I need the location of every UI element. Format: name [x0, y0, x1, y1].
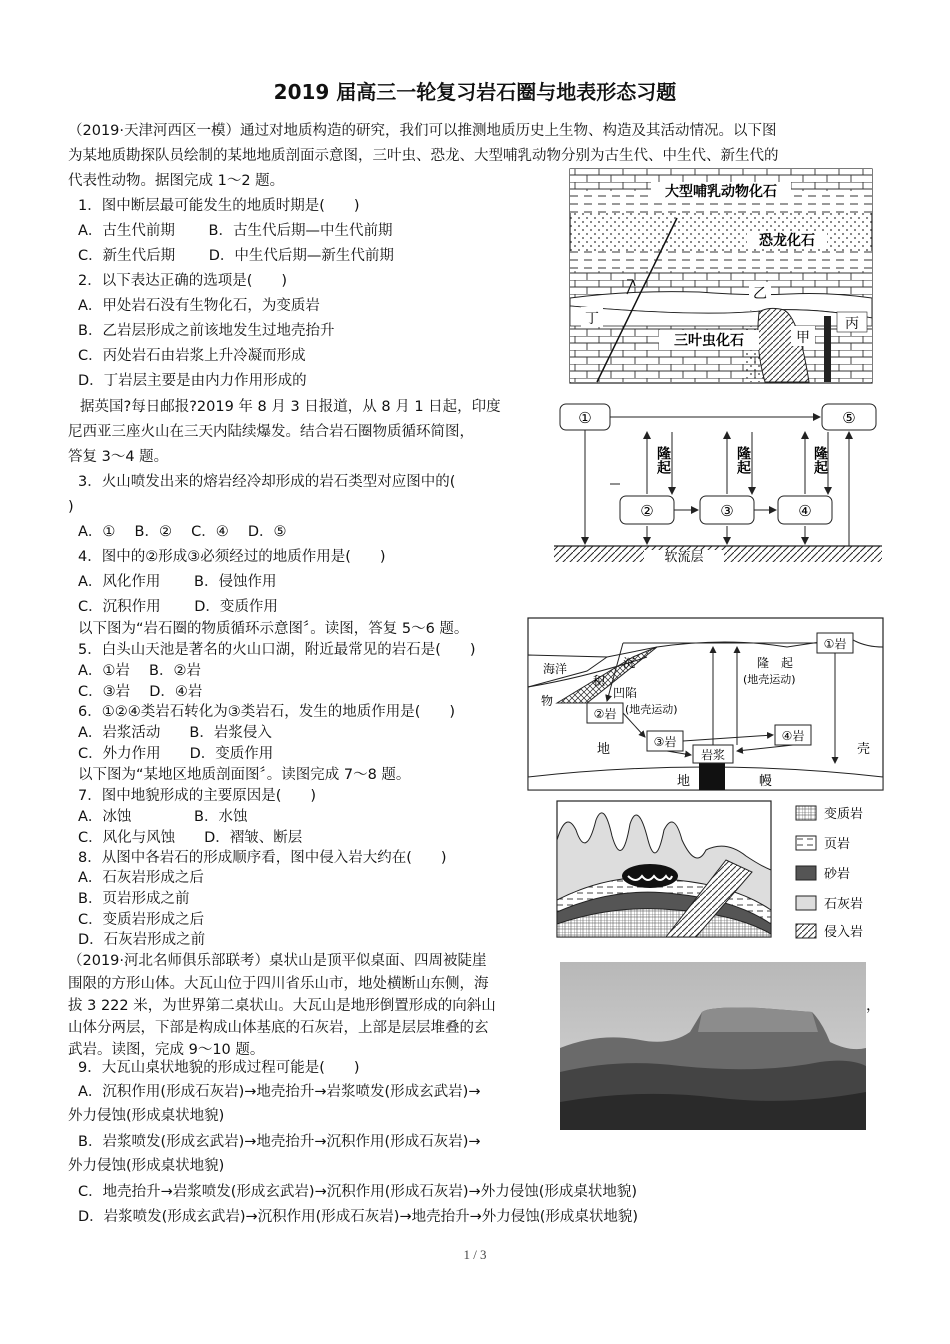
rock-bing-label: 丙 — [845, 316, 859, 332]
rock-jia-label: 甲 — [796, 330, 810, 346]
rock-cycle-figure — [552, 398, 884, 568]
crust-label-left: 地 — [597, 742, 611, 757]
layer-yi-label: 乙 — [753, 286, 767, 302]
rock-1-box: ①岩 — [823, 637, 847, 651]
q1-options-cd: C．新生代后期 D．中生代后期—新生代前期 — [78, 248, 394, 264]
table-mountain-photo — [560, 962, 866, 1130]
intro5-line2: 围限的方形山体。大瓦山位于四川省乐山市，地处横断山东侧，海 — [68, 976, 489, 992]
intro1-line3: 代表性动物。据图完成 1～2 题。 — [68, 173, 285, 189]
q6-options-cd: C．外力作用 D．变质作用 — [78, 746, 274, 762]
intro2-line2: 尼西亚三座火山在三天内陆续爆发。结合岩石圈物质循环简图， — [68, 424, 474, 440]
intro5-line4: 山体分两层，下部是构成山体基底的石灰岩，上部是层层堆叠的玄 — [68, 1020, 489, 1036]
sediment-label-2: 积 — [593, 674, 606, 688]
ocean-label: 海洋 — [543, 662, 568, 676]
intro4: 以下图为“某地区地质剖面图〞。读图完成 7～8 题。 — [78, 767, 411, 783]
sediment-label-1: 沉 — [623, 656, 636, 670]
rock-2-box: ②岩 — [593, 707, 617, 721]
q2-stem: 2．以下表达正确的选项是( ) — [78, 273, 288, 289]
q3-stem-close: ) — [68, 499, 74, 515]
q2-option-d: D．丁岩层主要是由内力作用形成的 — [78, 373, 307, 389]
regional-profile-figure — [556, 800, 886, 950]
q9-option-d: D．岩浆喷发(形成玄武岩)→沉积作用(形成石灰岩)→地壳抬升→外力侵蚀(形成桌状地貌) — [78, 1209, 639, 1225]
uplift-label-1: 隆起 — [655, 446, 671, 474]
intro3: 以下图为“岩石圈的物质循环示意图〞。读图，答复 5～6 题。 — [78, 621, 469, 637]
q5-stem: 5．白头山天池是著名的火山口湖，附近最常见的岩石是( ) — [78, 642, 476, 658]
intro5-comma: ， — [866, 998, 881, 1014]
crustal-movement-label: (地壳运动) — [625, 703, 678, 716]
magma-box: 岩浆 — [700, 748, 726, 762]
q8-option-c: C．变质岩形成之后 — [78, 912, 205, 928]
asthenosphere-label: 软流层 — [664, 550, 704, 565]
intro1-line2: 为某地质勘探队员绘制的某地地质剖面示意图，三叶虫、恐龙、大型哺乳动物分别为古生代、中生代、新生代的 — [68, 148, 779, 164]
uplift-crustal-label: (地壳运动) — [743, 673, 796, 686]
crust-label-right: 壳 — [857, 742, 871, 757]
q8-stem: 8．从图中各岩石的形成顺序看，图中侵入岩大约在( ) — [78, 850, 447, 866]
q6-options-ab: A．岩浆活动 B．岩浆侵入 — [78, 725, 272, 741]
node-5: ⑤ — [842, 409, 856, 427]
intro5-line1: （2019·河北名师俱乐部联考）桌状山是顶平似桌面、四周被陡崖 — [68, 953, 487, 969]
sediment-label-3: 物 — [541, 694, 554, 708]
trilobite-fossil-label: 三叶虫化石 — [674, 333, 744, 349]
q9-option-a-line1: A．沉积作用(形成石灰岩)→地壳抬升→岩浆喷发(形成玄武岩)→ — [78, 1084, 481, 1100]
rock-3-box: ③岩 — [653, 735, 677, 749]
q2-option-c: C．丙处岩石由岩浆上升冷凝而形成 — [78, 348, 306, 364]
mammal-fossil-label: 大型哺乳动物化石 — [665, 184, 777, 200]
intro2-line1: 据英国?每日邮报?2019 年 8 月 3 日报道，从 8 月 1 日起，印度 — [80, 399, 501, 415]
uplift-label-2: 隆起 — [735, 446, 751, 474]
rock-4-box: ④岩 — [781, 729, 805, 743]
lithosphere-cycle-figure — [527, 617, 884, 791]
q7-options-ab: A．冰蚀 B．水蚀 — [78, 809, 248, 825]
sag-label: 凹陷 — [613, 686, 638, 700]
q4-options-cd: C．沉积作用 D．变质作用 — [78, 599, 278, 615]
legend-intrusive: 侵入岩 — [824, 925, 864, 940]
q9-stem: 9．大瓦山桌状地貌的形成过程可能是( ) — [78, 1060, 360, 1076]
q1-options-ab: A．古生代前期 B．古生代后期—中生代前期 — [78, 223, 393, 239]
intro2-line3: 答复 3～4 题。 — [68, 449, 169, 465]
q1-stem: 1．图中断层最可能发生的地质时期是( ) — [78, 198, 360, 214]
node-2: ② — [640, 502, 654, 520]
q9-option-b-line2: 外力侵蚀(形成桌状地貌) — [68, 1158, 225, 1174]
uplift-label-3: 隆起 — [812, 446, 828, 474]
q8-option-d: D．石灰岩形成之前 — [78, 932, 206, 948]
q2-option-b: B．乙岩层形成之前该地发生过地壳抬升 — [78, 323, 335, 339]
legend-sandstone: 砂岩 — [824, 867, 851, 882]
node-1: ① — [578, 409, 592, 427]
geologic-section-figure — [569, 168, 873, 384]
q5-options-cd: C．③岩 D．④岩 — [78, 684, 203, 700]
mantle-label-right: 幔 — [759, 774, 773, 789]
q4-stem: 4．图中的②形成③必须经过的地质作用是( ) — [78, 549, 386, 565]
q3-stem: 3．火山喷发出来的熔岩经冷却形成的岩石类型对应图中的( — [78, 474, 456, 490]
q2-option-a: A．甲处岩石没有生物化石，为变质岩 — [78, 298, 320, 314]
q6-stem: 6．①②④类岩石转化为③类岩石，发生的地质作用是( ) — [78, 704, 456, 720]
q4-options-ab: A．风化作用 B．侵蚀作用 — [78, 574, 277, 590]
node-4: ④ — [798, 502, 812, 520]
q8-option-a: A．石灰岩形成之后 — [78, 870, 204, 886]
q5-options-ab: A．①岩 B．②岩 — [78, 663, 201, 679]
q9-option-c: C．地壳抬升→岩浆喷发(形成玄武岩)→沉积作用(形成石灰岩)→外力侵蚀(形成桌状地貌) — [78, 1184, 638, 1200]
intro5-line5: 武岩。读图，完成 9～10 题。 — [68, 1042, 265, 1058]
legend-shale: 页岩 — [824, 837, 851, 852]
legend-limestone: 石灰岩 — [824, 897, 864, 912]
legend-metamorphic: 变质岩 — [824, 807, 864, 822]
q9-option-b-line1: B．岩浆喷发(形成玄武岩)→地壳抬升→沉积作用(形成石灰岩)→ — [78, 1134, 481, 1150]
page-number: 1 / 3 — [463, 1247, 487, 1262]
q3-options: A．① B．② C．④ D．⑤ — [78, 524, 287, 540]
q9-option-a-line2: 外力侵蚀(形成桌状地貌) — [68, 1108, 225, 1124]
q7-options-cd: C．风化与风蚀 D．褶皱、断层 — [78, 830, 303, 846]
layer-ding-label: 丁 — [585, 311, 599, 327]
intro1-line1: （2019·天津河西区一模）通过对地质构造的研究，我们可以推测地质历史上生物、构造及其活动情况。以下图 — [68, 123, 777, 139]
q7-stem: 7．图中地貌形成的主要原因是( ) — [78, 788, 317, 804]
node-3: ③ — [720, 502, 734, 520]
intro5-line3: 拔 3 222 米，为世界第二桌状山。大瓦山是地形倒置形成的向斜山 — [68, 998, 496, 1014]
uplift-label: 隆 起 — [757, 656, 794, 670]
mantle-label-left: 地 — [677, 774, 691, 789]
page-title: 2019 届高三一轮复习岩石圈与地表形态习题 — [273, 80, 677, 104]
dinosaur-fossil-label: 恐龙化石 — [759, 233, 815, 249]
q8-option-b: B．页岩形成之前 — [78, 891, 190, 907]
